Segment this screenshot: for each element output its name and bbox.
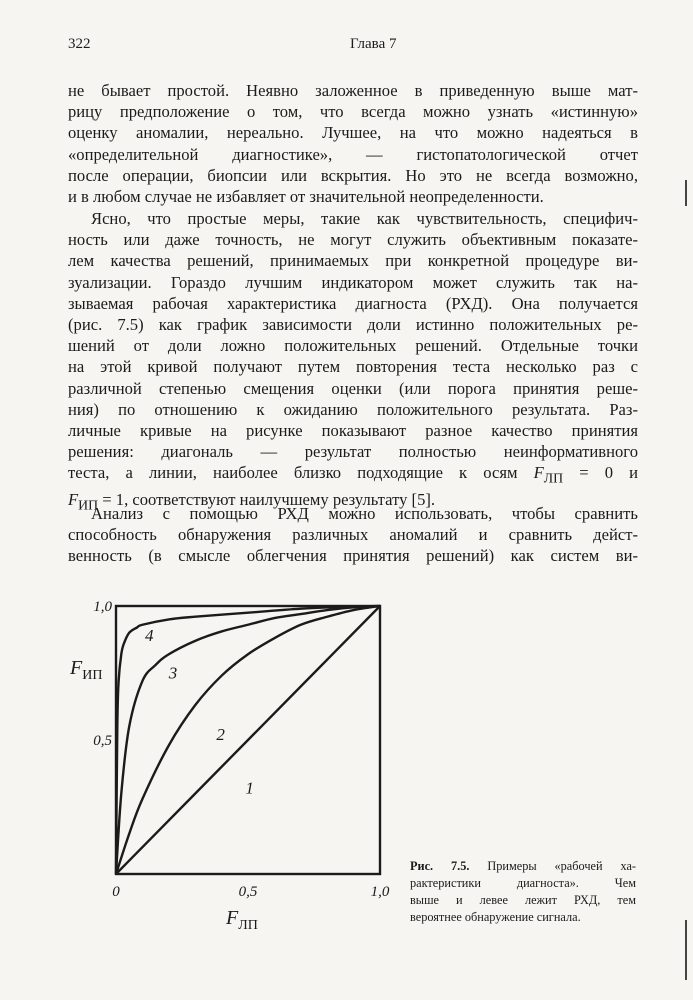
text-line: решения: диагональ — результат полностью неинформативного <box>68 442 638 462</box>
text-line: после операции, биопсии или вскрытия. Но это не всегда возможно, <box>68 165 638 185</box>
curve-labels <box>145 626 254 798</box>
caption-line: вероятнее обнаружение сигнала. <box>410 910 581 924</box>
text-line: и в любом случае не избавляет от значительной неопределенности. <box>68 187 544 207</box>
curve-label-3: 3 <box>168 663 178 683</box>
caption-line: рактеристики диагноста». Чем <box>410 876 636 890</box>
running-head: Глава 7 <box>350 36 397 52</box>
text-line: шений от доли ложно положительных решений. Отдельные точки <box>68 336 638 356</box>
text-line: оценку аномалии, нереально. Лучшее, на что можно надеяться в <box>68 123 638 143</box>
formula-line-text: теста, а линии, наиболее близко подходящие к осям <box>68 463 534 483</box>
scan-edge-mark <box>685 180 687 206</box>
curve-1 <box>116 606 380 874</box>
scan-edge-mark <box>685 920 687 980</box>
formula-line-text: = 1, соответствуют наилучшему результату [5]. <box>98 489 436 509</box>
formula-variable: F <box>68 489 79 509</box>
curve-label-1: 1 <box>245 778 254 798</box>
caption-line: выше и левее лежит РХД, тем <box>410 893 636 907</box>
page-header <box>68 36 638 58</box>
text-line: на этой кривой получают путем повторения теста несколько раз с <box>68 357 638 377</box>
roc-chart <box>60 590 400 940</box>
paragraph-1 <box>68 80 638 207</box>
tick-labels <box>93 599 390 900</box>
caption-lead: Рис. 7.5. <box>410 859 470 873</box>
y-tick-label: 1,0 <box>93 599 112 615</box>
text-line-with-formula <box>68 462 638 489</box>
text-line: зуализации. Гораздо лучшим индикатором может служить так на- <box>68 272 638 292</box>
formula-variable: F <box>533 463 544 483</box>
text-line: не бывает простой. Неявно заложенное в приведенную выше мат- <box>68 81 638 100</box>
y-axis-label: $F_{ИП}$ <box>70 657 103 683</box>
formula-subscript: ЛП <box>543 470 564 486</box>
x-tick-label: 1,0 <box>370 884 390 900</box>
text-line: личные кривые на рисунке показывают разное качество принятия <box>68 421 638 441</box>
text-line: рицу предположение о том, что всегда можно узнать «истинную» <box>68 102 638 122</box>
curve-label-2: 2 <box>216 725 225 744</box>
text-line: лем качества решений, принимаемых при конкретной процедуре ви- <box>68 251 638 271</box>
curve-label-4: 4 <box>145 625 154 645</box>
axis-labels <box>69 657 258 933</box>
caption-line <box>410 858 636 875</box>
text-line: зываемая рабочая характеристика диагноста (РХД). Она получается <box>68 293 638 313</box>
paragraph-3 <box>68 503 638 567</box>
x-tick-label: 0 <box>112 884 120 900</box>
formula-line-text: = 0 и <box>563 463 638 483</box>
text-line: ность или даже точность, не могут служить объективным показате- <box>68 230 638 250</box>
y-tick-label: 0,5 <box>93 733 112 749</box>
figure-caption <box>410 858 636 926</box>
text-line: Анализ с помощью РХД можно использовать, чтобы сравнить <box>91 504 638 523</box>
text-line: Ясно, что простые меры, такие как чувствительность, специфич- <box>91 209 638 228</box>
text-line: венность (в смысле облегчения принятия решений) как систем ви- <box>68 546 638 566</box>
text-line: различной степенью смещения оценки (или порога принятия реше- <box>68 378 638 398</box>
text-line: ния) по отношению к ожиданию положительного результата. Раз- <box>68 399 638 419</box>
text-line: «определительной диагностике», — гистопатологической отчет <box>68 144 638 164</box>
formula-subscript: ИП <box>78 497 99 513</box>
x-axis-label: $F_{ЛП}$ <box>226 907 258 933</box>
text-line: (рис. 7.5) как график зависимости доли истинно положительных ре- <box>68 315 638 335</box>
x-tick-label: 0,5 <box>238 884 258 900</box>
text-line: способность обнаружения различных аномалий и сравнить дейст- <box>68 525 638 545</box>
paragraph-2 <box>68 208 638 515</box>
page-number: 322 <box>68 36 91 52</box>
caption-text: Примеры «рабочей ха- <box>469 859 636 873</box>
curves <box>116 606 380 874</box>
